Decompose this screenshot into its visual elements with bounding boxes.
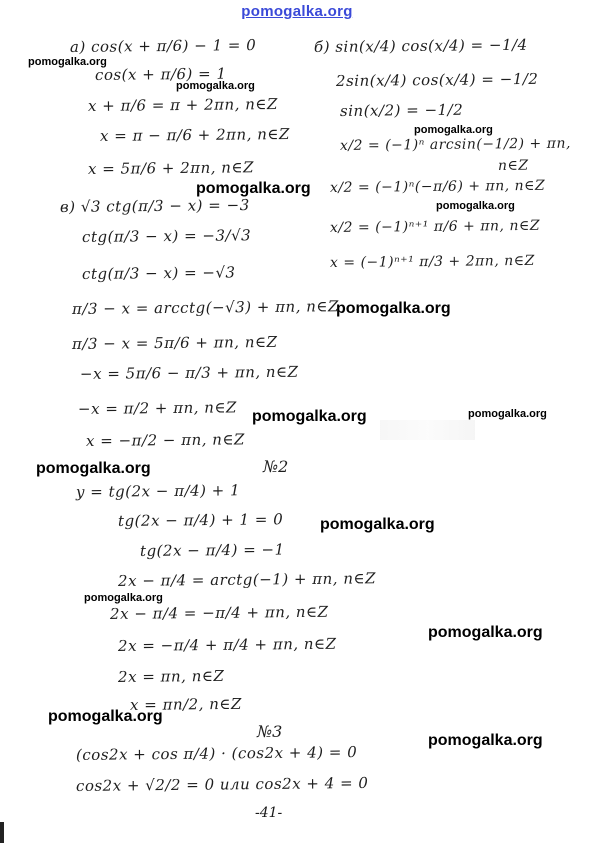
right-line-6: x/2 = (−1)ⁿ(−π/6) + πn, n∈Z xyxy=(329,177,546,196)
left-line-1: а) cos(x + π/6) − 1 = 0 xyxy=(69,36,257,56)
left-line-2: cos(x + π/6) = 1 xyxy=(94,64,227,84)
left-line-10: π/3 − x = 5π/6 + πn, n∈Z xyxy=(71,332,278,353)
right-line-2: 2sin(x/4) cos(x/4) = −1/2 xyxy=(335,69,539,90)
watermark-5: pomogalka.org xyxy=(436,200,515,212)
right-line-7: x/2 = (−1)ⁿ⁺¹ π/6 + πn, n∈Z xyxy=(329,217,541,236)
n3-line-1: (cos2x + cos π/4) · (cos2x + 4) = 0 xyxy=(75,743,358,764)
n3-line-2: cos2x + √2/2 = 0 или cos2x + 4 = 0 xyxy=(75,773,369,795)
site-header-link[interactable]: pomogalka.org xyxy=(241,3,353,20)
watermark-7: pomogalka.org xyxy=(252,408,367,425)
left-line-7: ctg(π/3 − x) = −3/√3 xyxy=(81,226,252,246)
left-line-13: x = −π/2 − πn, n∈Z xyxy=(85,430,246,450)
watermark-3: pomogalka.org xyxy=(414,124,493,136)
right-line-4: x/2 = (−1)ⁿ arcsin(−1/2) + πn, xyxy=(339,135,571,154)
page-number: -41- xyxy=(255,805,283,821)
left-line-3: x + π/6 = π + 2πn, n∈Z xyxy=(87,95,278,115)
watermark-12: pomogalka.org xyxy=(428,624,543,641)
watermark-1: pomogalka.org xyxy=(28,56,107,68)
n2-line-2: tg(2x − π/4) + 1 = 0 xyxy=(117,510,284,530)
watermark-13: pomogalka.org xyxy=(48,708,163,725)
right-line-3: sin(x/2) = −1/2 xyxy=(339,100,464,120)
right-line-1: б) sin(x/4) cos(x/4) = −1/4 xyxy=(313,35,528,56)
watermark-10: pomogalka.org xyxy=(320,516,435,533)
left-line-8: ctg(π/3 − x) = −√3 xyxy=(81,263,236,283)
left-line-11: −x = 5π/6 − π/3 + πn, n∈Z xyxy=(79,362,299,383)
n2-line-4: 2x − π/4 = arctg(−1) + πn, n∈Z xyxy=(117,569,377,590)
watermark-2: pomogalka.org xyxy=(176,80,255,92)
watermark-8: pomogalka.org xyxy=(468,408,547,420)
watermark-11: pomogalka.org xyxy=(84,592,163,604)
n2-line-5: 2x − π/4 = −π/4 + πn, n∈Z xyxy=(109,602,329,623)
watermark-6: pomogalka.org xyxy=(336,300,451,317)
n2-line-7: 2x = πn, n∈Z xyxy=(117,666,225,686)
n2-line-3: tg(2x − π/4) = −1 xyxy=(139,540,285,560)
n2-line-6: 2x = −π/4 + π/4 + πn, n∈Z xyxy=(117,634,337,655)
problem-3-title: №3 xyxy=(257,722,283,741)
scan-edge-mark xyxy=(0,822,4,843)
watermark-9: pomogalka.org xyxy=(36,460,151,477)
left-line-12: −x = π/2 + πn, n∈Z xyxy=(77,398,238,418)
watermark-14: pomogalka.org xyxy=(428,732,543,749)
left-line-9: π/3 − x = arcctg(−√3) + πn, n∈Z xyxy=(71,297,339,318)
left-line-6: в) √3 ctg(π/3 − x) = −3 xyxy=(59,196,250,216)
n2-line-1: y = tg(2x − π/4) + 1 xyxy=(75,481,241,501)
watermark-4: pomogalka.org xyxy=(196,180,311,197)
right-line-8: x = (−1)ⁿ⁺¹ π/3 + 2πn, n∈Z xyxy=(329,252,535,271)
problem-2-title: №2 xyxy=(263,457,289,476)
n2-line-8: x = πn/2, n∈Z xyxy=(129,694,242,714)
left-line-4: x = π − π/6 + 2πn, n∈Z xyxy=(99,125,290,145)
left-line-5: x = 5π/6 + 2πn, n∈Z xyxy=(87,158,255,178)
scan-smudge xyxy=(380,420,475,440)
right-line-5: n∈Z xyxy=(497,157,529,174)
